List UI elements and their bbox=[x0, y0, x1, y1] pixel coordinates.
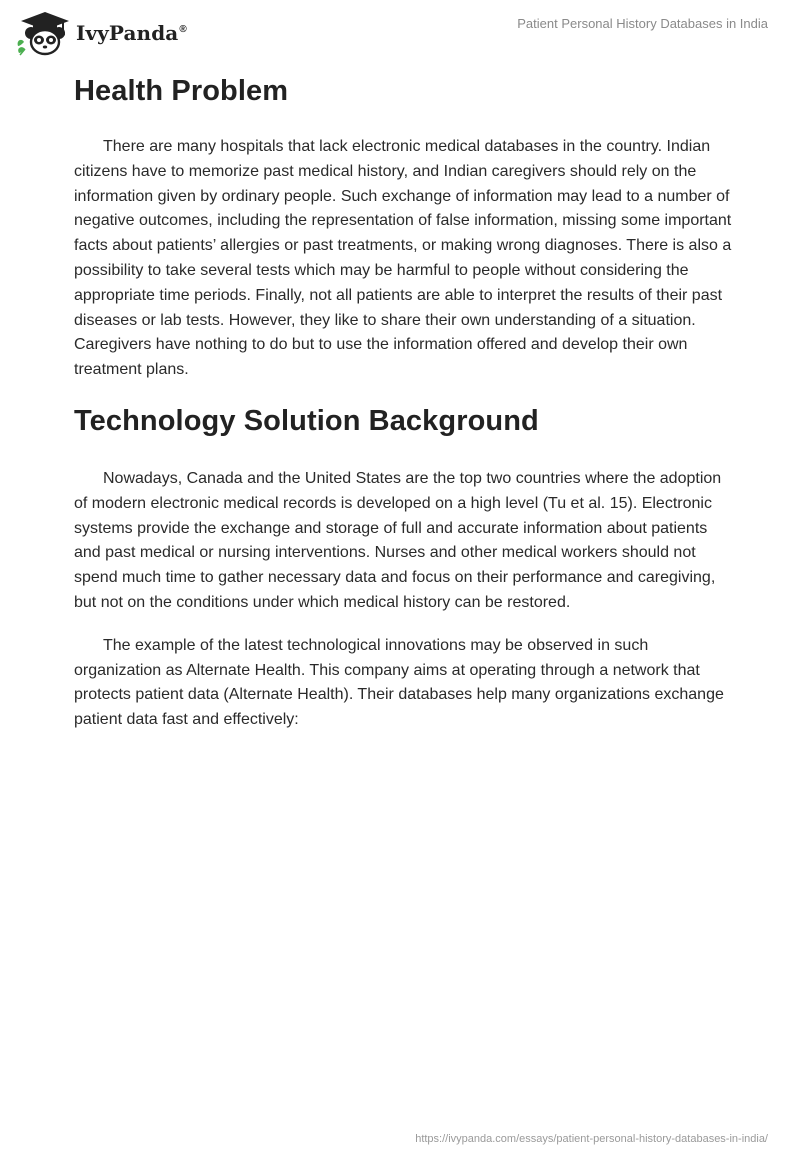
document-title: Patient Personal History Databases in India bbox=[517, 16, 768, 31]
ivypanda-logo[interactable] bbox=[14, 8, 187, 56]
logo-wordmark bbox=[76, 21, 187, 45]
page-header bbox=[0, 0, 800, 60]
paragraph-technology-background: Nowadays, Canada and the United States are the top two countries where the adoption of modern electronic medical records is developed on a high level (Tu et al. 15). Electronic systems provide the exchange and storage of full and accurate information about patients and past medical or nursing interventions. Nurses and other medical workers should not spend much time to gather necessary data and focus on their performance and caregiving, but not on the conditions under which medical history can be restored. bbox=[74, 469, 722, 611]
logo-name: IvyPanda bbox=[76, 21, 179, 45]
registered-mark: ® bbox=[179, 24, 187, 36]
footer-url[interactable]: https://ivypanda.com/essays/patient-personal-history-databases-in-india/ bbox=[415, 1133, 768, 1145]
paragraph-health-problem: There are many hospitals that lack electronic medical databases in the country. Indian citizens have to memorize past medical history, and Indian caregivers should rely on the information given by ordinary people. Such exchange of information may lead to a number of negative outcomes, including the representation of false information, missing some important facts about patients’ allergies or past treatments, or making wrong diagnoses. There is also a possibility to take several tests which may be harmful to people without considering the appropriate time periods. Finally, not all patients are able to interpret the results of their past diseases or lab tests. However, they like to share their own understanding of a situation. Caregivers have nothing to do but to use the information offered and develop their own treatment plans. bbox=[74, 138, 732, 379]
panda-graduate-icon bbox=[14, 8, 74, 56]
section-heading-technology-solution: Technology Solution Background bbox=[74, 404, 539, 437]
essay-content bbox=[74, 70, 734, 733]
paragraph-alternate-health: The example of the latest technological innovations may be observed in such organization as Alternate Health. This company aims at operating through a network that protects patient data (Alternate Health). Their databases help many organizations exchange patient data fast and effectively: bbox=[74, 636, 724, 729]
section-heading-health-problem: Health Problem bbox=[74, 75, 289, 107]
